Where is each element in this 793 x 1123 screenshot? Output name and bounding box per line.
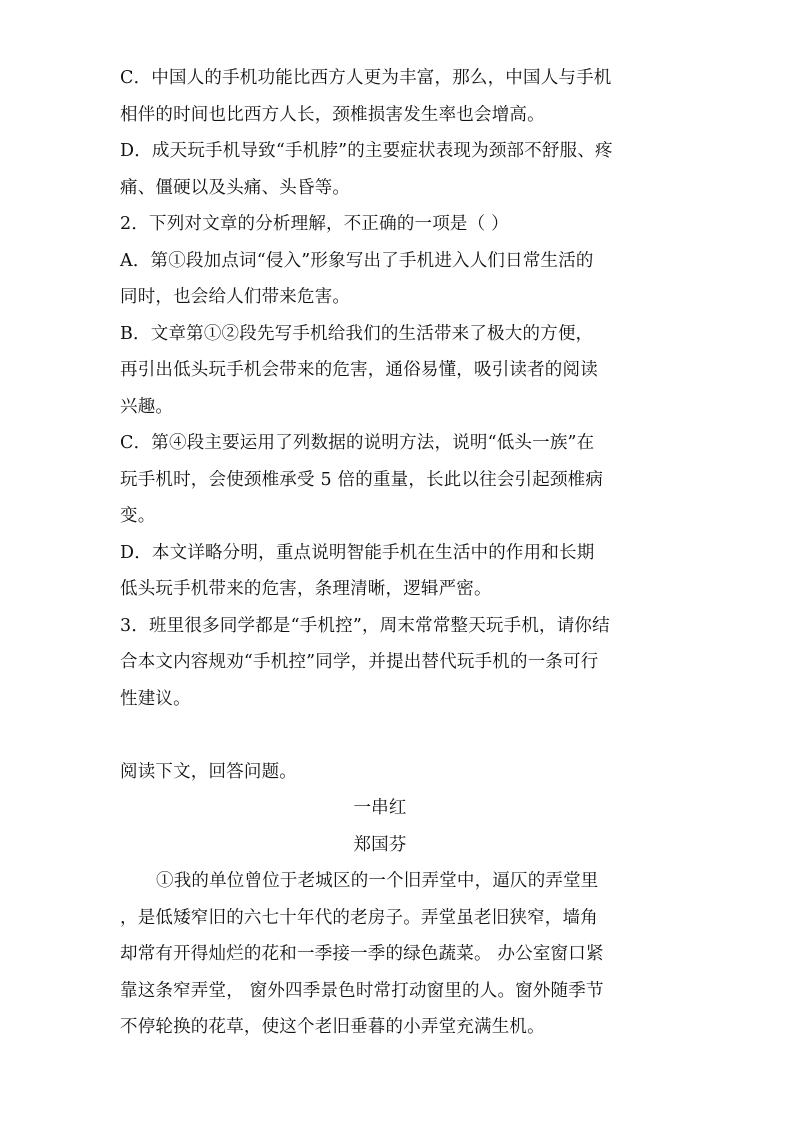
q3-line: 3．班里很多同学都是“手机控”，周末常常整天玩手机，请你结 — [120, 615, 610, 636]
q2-option-d-line: 低头玩手机带来的危害，条理清晰，逻辑严密。 — [120, 579, 492, 599]
q3-line: 性建议。 — [120, 688, 191, 709]
paragraph-line: ，是低矮窄旧的六七十年代的老房子。弄堂虽老旧狭窄，墙角 — [120, 907, 598, 928]
q3-line: 合本文内容规劝“手机控”同学，并提出替代玩手机的一条可行 — [120, 652, 599, 672]
q2-option-d-line: D．本文详略分明，重点说明智能手机在生活中的作用和长期 — [120, 542, 595, 563]
q2-stem: 2．下列对文章的分析理解，不正确的一项是（ ） — [120, 214, 509, 234]
q2-option-b-line: 兴趣。 — [120, 396, 174, 417]
q2-option-a-line: A．第①段加点词“侵入”形象写出了手机进入人们日常生活的 — [120, 250, 594, 271]
reading-instruction: 阅读下文，回答问题。 — [120, 761, 297, 782]
q2-option-b-line: 再引出低头玩手机会带来的危害，通俗易懂，吸引读者的阅读 — [120, 360, 598, 380]
q2-option-c-line: 玩手机时，会使颈椎承受 5 倍的重量，长此以往会引起颈椎病 — [120, 469, 604, 490]
q1-option-c-line: C．中国人的手机功能比西方人更为丰富，那么，中国人与手机 — [120, 68, 612, 88]
q2-option-b-line: B．文章第①②段先写手机给我们的生活带来了极大的方便， — [120, 323, 594, 344]
article-title: 一串红 — [353, 798, 407, 818]
q2-option-c-line: C．第④段主要运用了列数据的说明方法，说明“低头一族”在 — [120, 433, 595, 453]
document-page — [120, 60, 680, 1046]
paragraph-line: 不停轮换的花草，使这个老旧垂暮的小弄堂充满生机。 — [120, 1017, 545, 1037]
q2-option-c-line: 变。 — [120, 506, 156, 526]
q1-option-d-line: 痛、僵硬以及头痛、头昏等。 — [120, 177, 351, 198]
paragraph-line: 却常有开得灿烂的花和一季接一季的绿色蔬菜。 办公室窗口紧 — [120, 944, 604, 964]
paragraph-line: ①我的单位曾位于老城区的一个旧弄堂中，逼仄的弄堂里 — [156, 871, 599, 891]
q2-option-a-line: 同时，也会给人们带来危害。 — [120, 287, 351, 307]
q1-option-c-line: 相伴的时间也比西方人长，颈椎损害发生率也会增高。 — [120, 104, 545, 125]
article-author: 郑国芬 — [353, 834, 407, 855]
blank-line — [120, 717, 680, 754]
paragraph-line: 靠这条窄弄堂， 窗外四季景色时常打动窗里的人。窗外随季节 — [120, 980, 604, 1001]
q1-option-d-line: D．成天玩手机导致“手机脖”的主要症状表现为颈部不舒服、疼 — [120, 141, 613, 161]
